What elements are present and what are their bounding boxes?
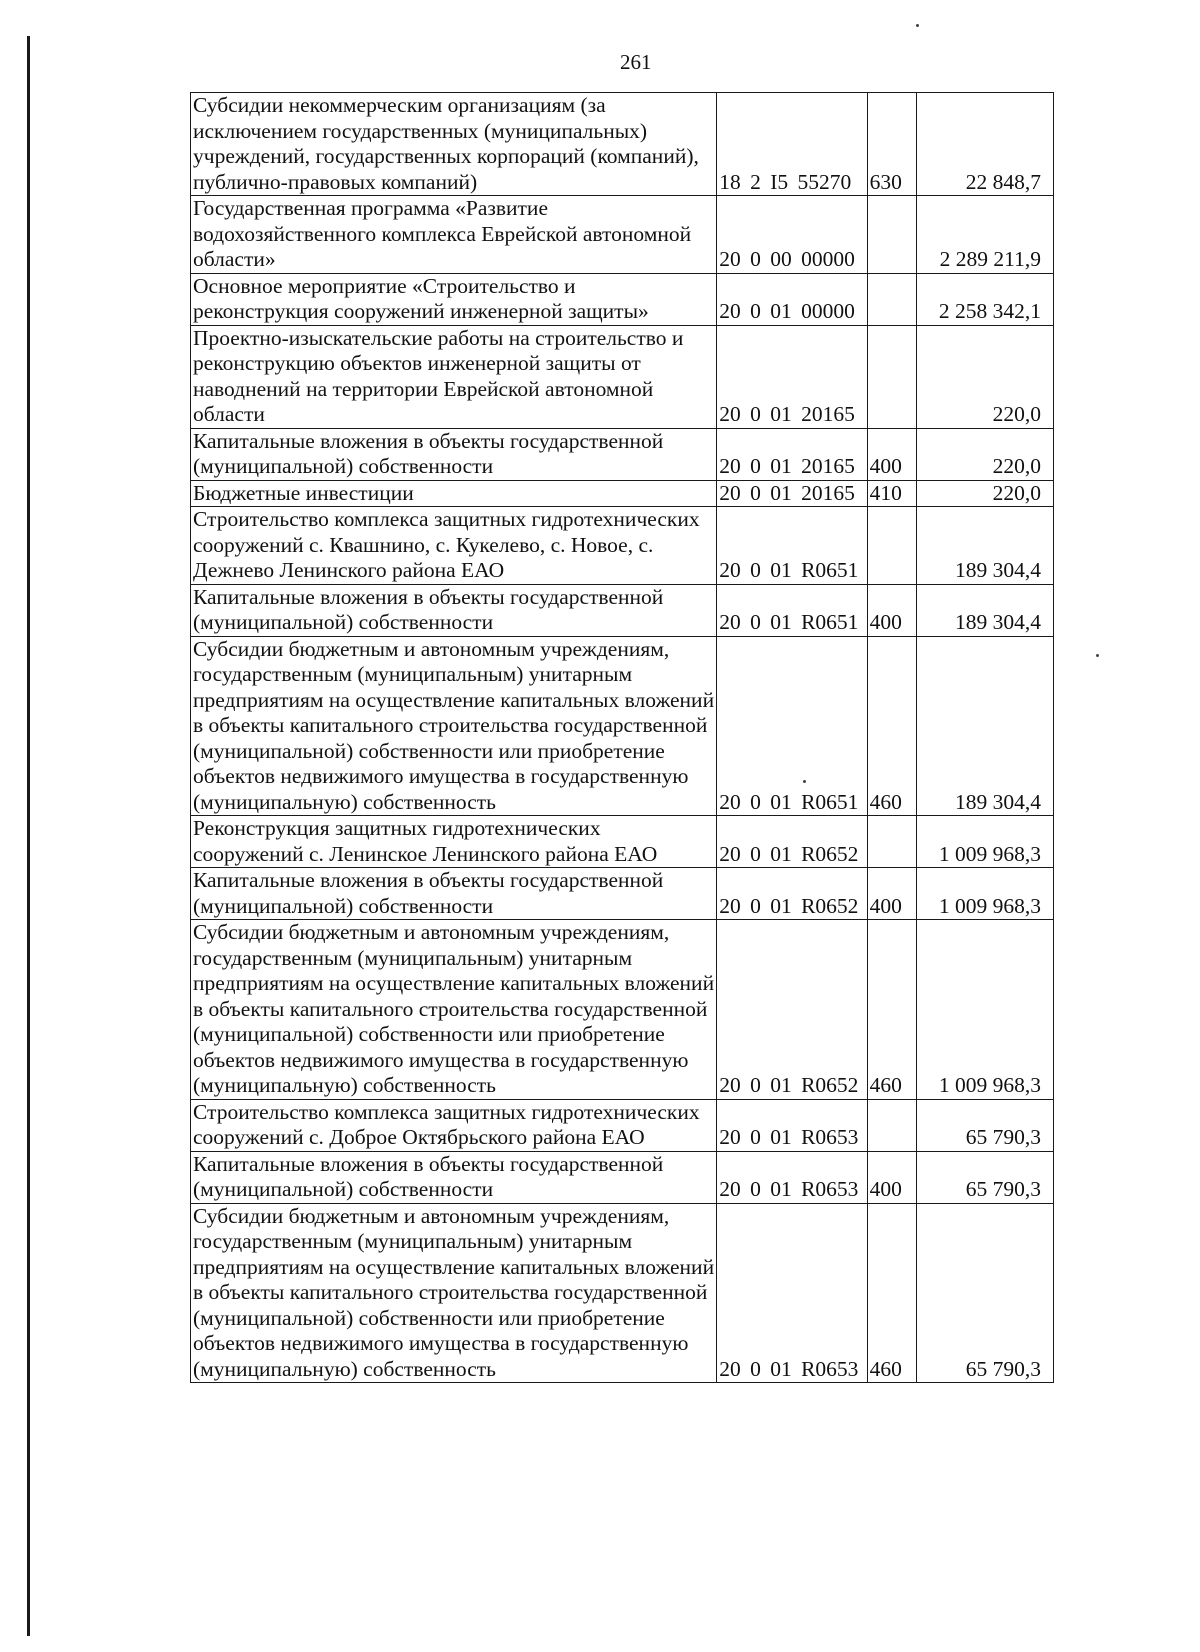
row-code-cell: 20 0 01 20165 [717, 325, 867, 428]
table-row [191, 480, 1054, 507]
row-type-cell: 400 [867, 868, 916, 920]
table-row [191, 584, 1054, 636]
page-number: 261 [620, 50, 652, 74]
row-code-cell: 20 0 01 R0652 [717, 920, 867, 1100]
row-code-cell: 20 0 01 R0651 [717, 584, 867, 636]
row-type-cell: 460 [867, 636, 916, 816]
row-amount-cell: 65 790,3 [916, 1099, 1053, 1151]
row-name-cell: Субсидии бюджетным и автономным учреждениям, государственным (муниципальным) унитарным предприятиям на осуществление капитальных вложений в объекты капитального строительства государственной (муниципальной) собственности или приобретение объектов недвижимого имущества в государственную (муниципальную) собственность [191, 920, 717, 1100]
table-row [191, 868, 1054, 920]
table-body [191, 93, 1054, 1383]
row-name-cell: Субсидии бюджетным и автономным учреждениям, государственным (муниципальным) унитарным предприятиям на осуществление капитальных вложений в объекты капитального строительства государственной (муниципальной) собственности или приобретение объектов недвижимого имущества в государственную (муниципальную) собственность [191, 1203, 717, 1383]
table-row [191, 507, 1054, 585]
row-amount-cell: 220,0 [916, 428, 1053, 480]
binding-edge-line [27, 36, 30, 1636]
row-amount-cell: 1 009 968,3 [916, 920, 1053, 1100]
row-amount-cell: 220,0 [916, 480, 1053, 507]
row-name-cell: Основное мероприятие «Строительство и реконструкция сооружений инженерной защиты» [191, 273, 717, 325]
row-name-cell: Капитальные вложения в объекты государственной (муниципальной) собственности [191, 1151, 717, 1203]
row-amount-cell: 2 258 342,1 [916, 273, 1053, 325]
budget-table [190, 92, 1054, 1383]
table-row [191, 325, 1054, 428]
scan-speck [916, 24, 919, 27]
table-row [191, 636, 1054, 816]
row-code-cell: 20 0 01 R0651 [717, 636, 867, 816]
row-amount-cell: 189 304,4 [916, 507, 1053, 585]
row-name-cell: Капитальные вложения в объекты государственной (муниципальной) собственности [191, 584, 717, 636]
table-row [191, 1151, 1054, 1203]
row-amount-cell: 22 848,7 [916, 93, 1053, 196]
row-type-cell: 630 [867, 93, 916, 196]
row-code-cell: 20 0 01 R0651 [717, 507, 867, 585]
row-code-cell: 20 0 01 R0653 [717, 1151, 867, 1203]
row-type-cell: 400 [867, 1151, 916, 1203]
row-amount-cell: 189 304,4 [916, 636, 1053, 816]
row-code-cell: 20 0 00 00000 [717, 196, 867, 274]
table-row [191, 428, 1054, 480]
table-row [191, 273, 1054, 325]
row-type-cell: 400 [867, 428, 916, 480]
row-name-cell: Строительство комплекса защитных гидротехнических сооружений с. Доброе Октябрьского района ЕАО [191, 1099, 717, 1151]
row-code-cell: 20 0 01 00000 [717, 273, 867, 325]
scan-speck [803, 780, 806, 783]
row-name-cell: Субсидии бюджетным и автономным учреждениям, государственным (муниципальным) унитарным предприятиям на осуществление капитальных вложений в объекты капитального строительства государственной (муниципальной) собственности или приобретение объектов недвижимого имущества в государственную (муниципальную) собственность [191, 636, 717, 816]
row-code-cell: 20 0 01 20165 [717, 428, 867, 480]
row-code-cell: 20 0 01 R0653 [717, 1099, 867, 1151]
row-name-cell: Проектно-изыскательские работы на строительство и реконструкцию объектов инженерной защиты от наводнений на территории Еврейской автономной области [191, 325, 717, 428]
row-type-cell [867, 507, 916, 585]
row-code-cell: 20 0 01 R0653 [717, 1203, 867, 1383]
row-name-cell: Реконструкция защитных гидротехнических сооружений с. Ленинское Ленинского района ЕАО [191, 816, 717, 868]
row-amount-cell: 1 009 968,3 [916, 868, 1053, 920]
scan-speck [1096, 654, 1099, 657]
row-name-cell: Бюджетные инвестиции [191, 480, 717, 507]
row-name-cell: Строительство комплекса защитных гидротехнических сооружений с. Квашнино, с. Кукелево, с. Новое, с. Дежнево Ленинского района ЕАО [191, 507, 717, 585]
row-code-cell: 18 2 I5 55270 [717, 93, 867, 196]
table-row [191, 816, 1054, 868]
table-row [191, 196, 1054, 274]
row-type-cell: 410 [867, 480, 916, 507]
row-type-cell: 400 [867, 584, 916, 636]
row-amount-cell: 220,0 [916, 325, 1053, 428]
row-type-cell: 460 [867, 920, 916, 1100]
row-type-cell [867, 816, 916, 868]
row-code-cell: 20 0 01 R0652 [717, 816, 867, 868]
row-amount-cell: 2 289 211,9 [916, 196, 1053, 274]
row-type-cell [867, 196, 916, 274]
row-name-cell: Капитальные вложения в объекты государственной (муниципальной) собственности [191, 428, 717, 480]
table-row [191, 93, 1054, 196]
table-row [191, 920, 1054, 1100]
table-row [191, 1099, 1054, 1151]
row-type-cell [867, 325, 916, 428]
row-name-cell: Капитальные вложения в объекты государственной (муниципальной) собственности [191, 868, 717, 920]
row-name-cell: Государственная программа «Развитие водохозяйственного комплекса Еврейской автономной области» [191, 196, 717, 274]
row-type-cell: 460 [867, 1203, 916, 1383]
row-amount-cell: 1 009 968,3 [916, 816, 1053, 868]
row-amount-cell: 65 790,3 [916, 1151, 1053, 1203]
row-code-cell: 20 0 01 R0652 [717, 868, 867, 920]
row-type-cell [867, 1099, 916, 1151]
table-row [191, 1203, 1054, 1383]
row-amount-cell: 189 304,4 [916, 584, 1053, 636]
row-code-cell: 20 0 01 20165 [717, 480, 867, 507]
row-amount-cell: 65 790,3 [916, 1203, 1053, 1383]
row-name-cell: Субсидии некоммерческим организациям (за исключением государственных (муниципальных) учреждений, государственных корпораций (компаний), публично-правовых компаний) [191, 93, 717, 196]
row-type-cell [867, 273, 916, 325]
